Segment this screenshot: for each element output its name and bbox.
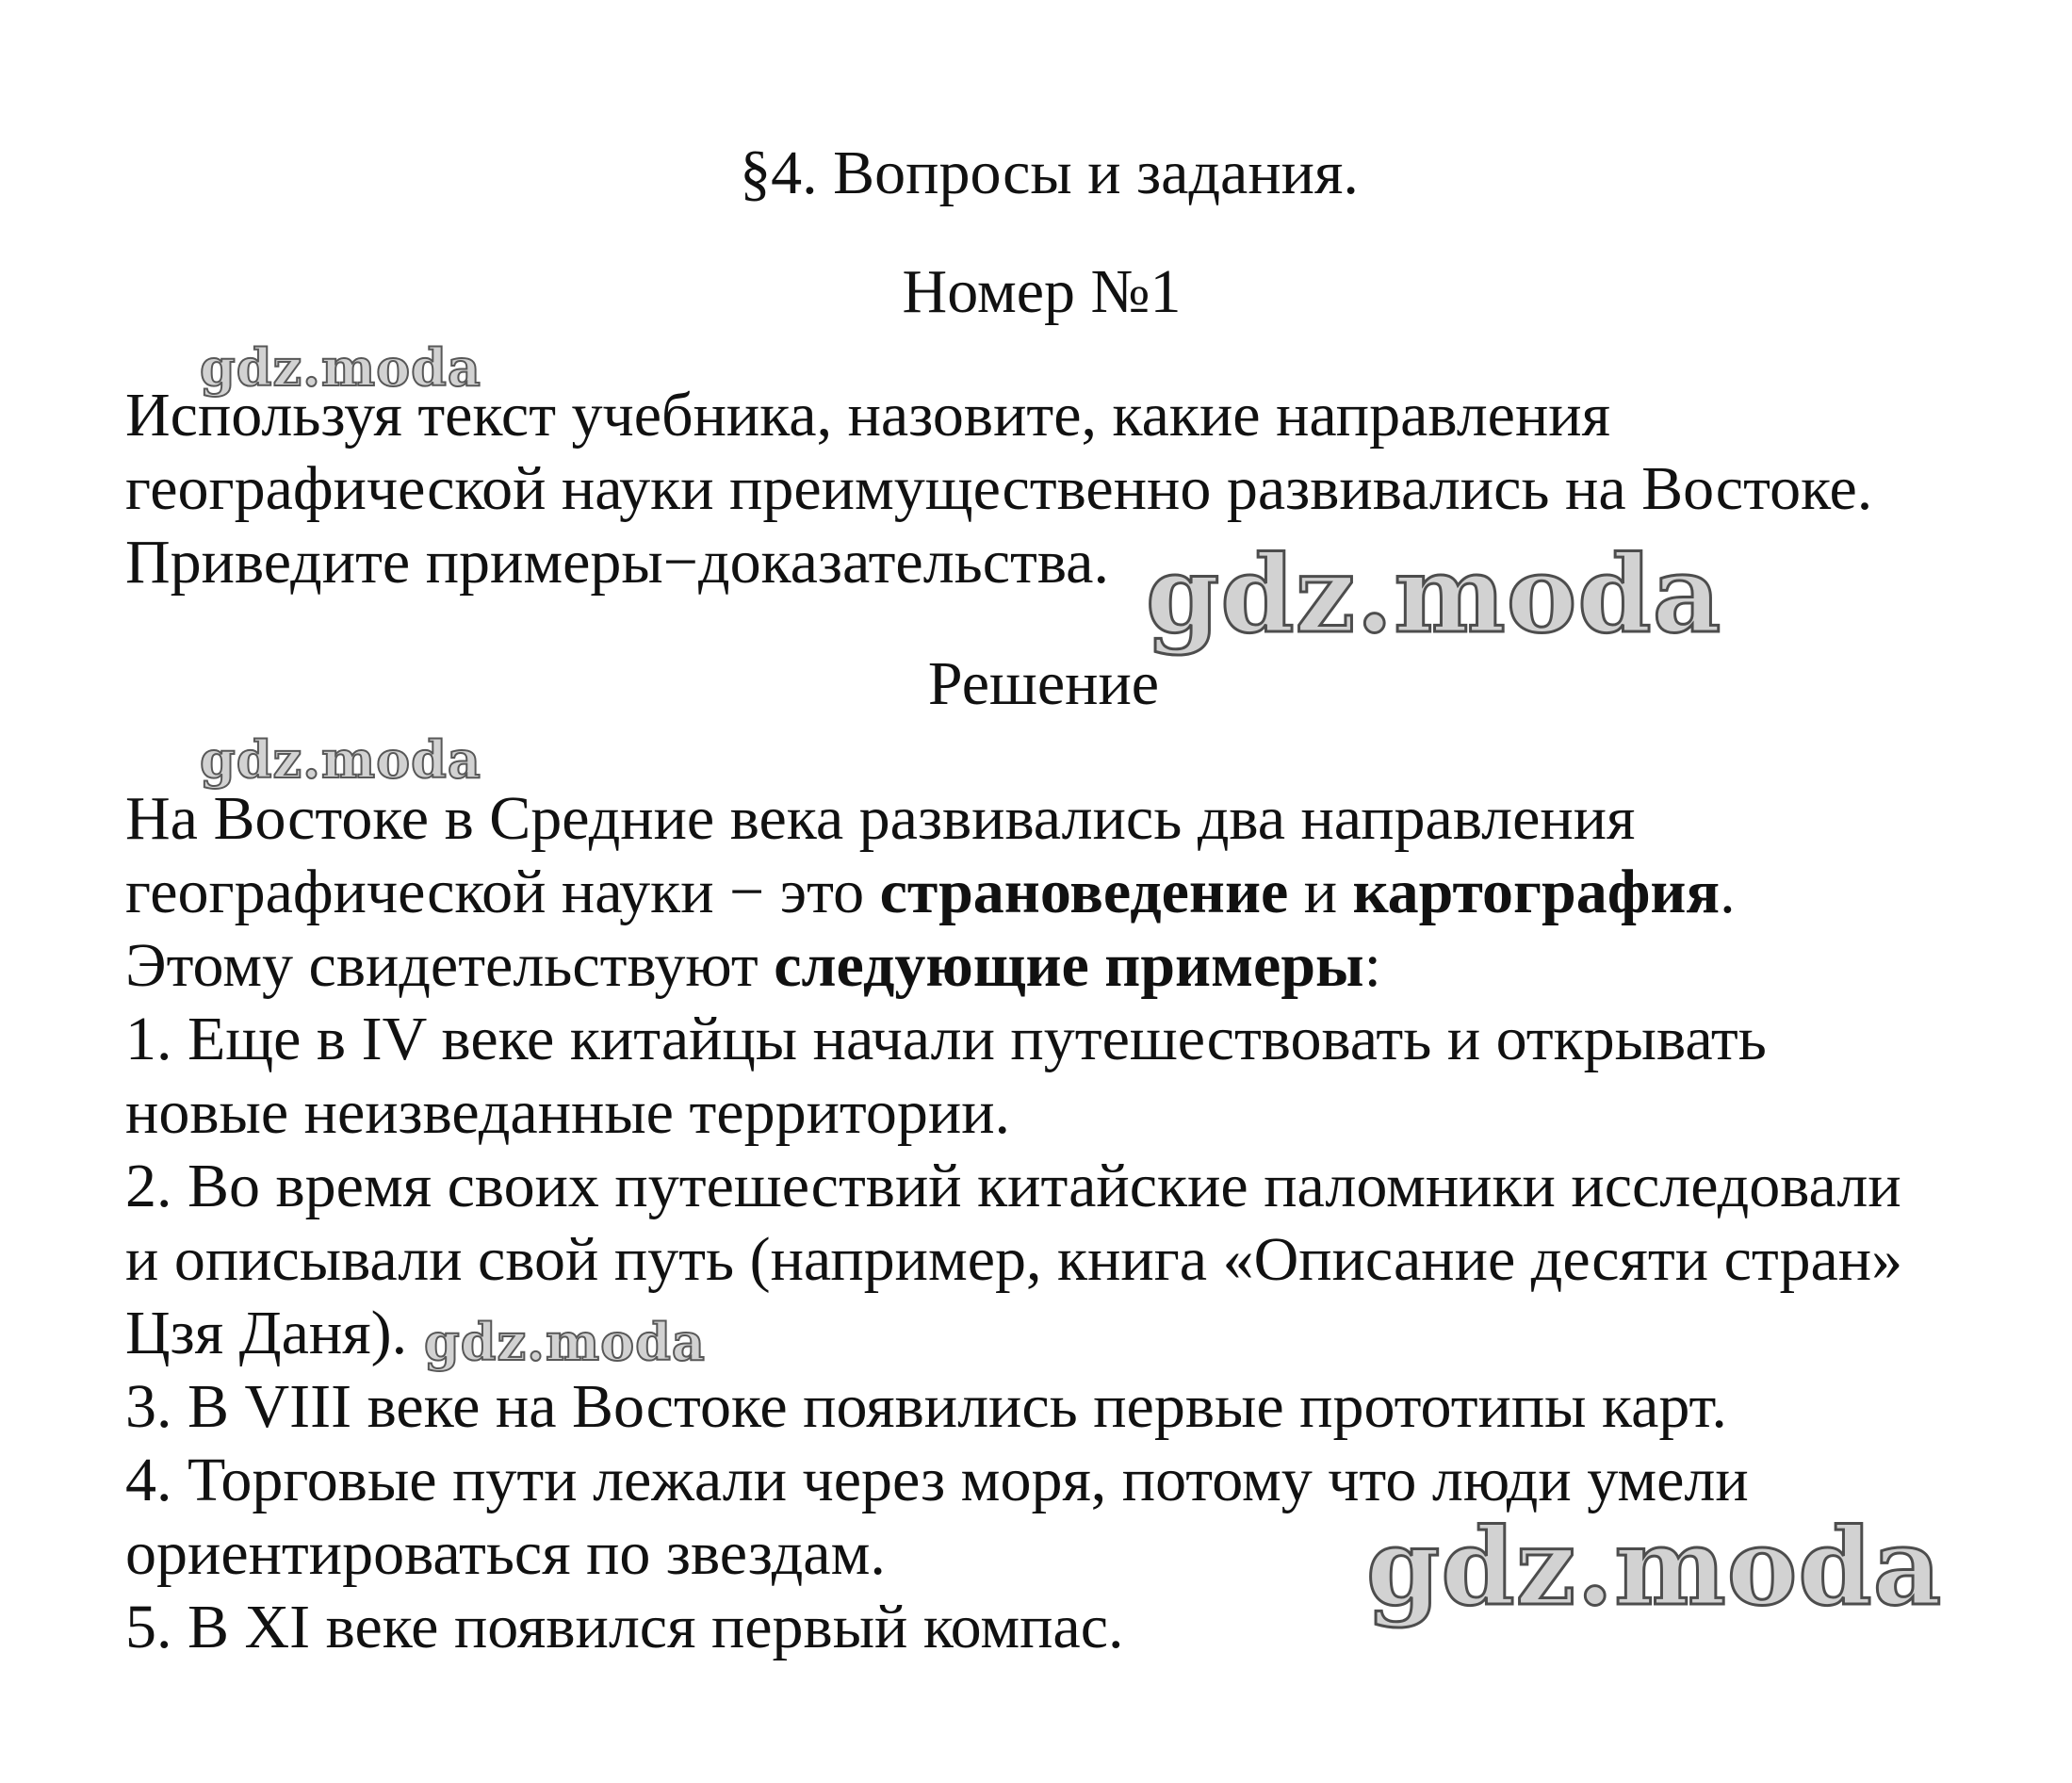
section-title: §4. Вопросы и задания. (740, 139, 1359, 207)
watermark-logo: gdz.moda (424, 1312, 706, 1372)
solution-text-run: . (1720, 858, 1736, 926)
bold-term-countries: страноведение (879, 858, 1289, 926)
list-item: Цзя Даня). (125, 1299, 408, 1367)
list-item: и описывали свой путь (например, книга «Описание десяти стран» (125, 1225, 1903, 1294)
list-item: 1. Еще в IV веке китайцы начали путешествовать и открывать (125, 1005, 1767, 1073)
solution-line: На Востоке в Средние века развивались два направления (125, 784, 1636, 853)
question-line: Приведите примеры−доказательства. (125, 528, 1109, 597)
watermark-logo: gdz.moda (1146, 533, 1722, 657)
solution-title: Решение (927, 649, 1160, 718)
list-item: ориентироваться по звездам. (125, 1519, 886, 1588)
solution-text-run: Этому свидетельствуют (125, 931, 775, 1000)
question-line: географической науки преимущественно развивались на Востоке. (125, 454, 1873, 523)
solution-text-run: и (1288, 858, 1353, 926)
list-item: новые неизведанные территории. (125, 1078, 1011, 1147)
list-item: 5. В XI веке появился первый компас. (125, 1593, 1124, 1661)
list-item: 2. Во время своих путешествий китайские паломники исследовали (125, 1152, 1901, 1220)
task-number: Номер №1 (902, 257, 1182, 326)
solution-line (125, 856, 2057, 929)
solution-text (125, 782, 2057, 1664)
list-item: 4. Торговые пути лежали через моря, потому что люди умели (125, 1446, 1749, 1514)
question-line: Используя текст учебника, назовите, какие направления (125, 381, 1610, 450)
question-text (125, 379, 2057, 599)
bold-term-cartography: картография (1352, 858, 1721, 926)
solution-line (125, 929, 2057, 1003)
bold-term-examples: следующие примеры (774, 931, 1364, 1000)
watermark-logo: gdz.moda (1366, 1506, 1943, 1629)
list-item: 3. В VIII веке на Востоке появились первые прототипы карт. (125, 1372, 1727, 1441)
solution-text-run: : (1363, 931, 1381, 1000)
solution-text-run: географической науки − это (125, 858, 880, 926)
watermark-logo: gdz.moda (200, 337, 481, 398)
watermark-logo: gdz.moda (200, 729, 481, 790)
